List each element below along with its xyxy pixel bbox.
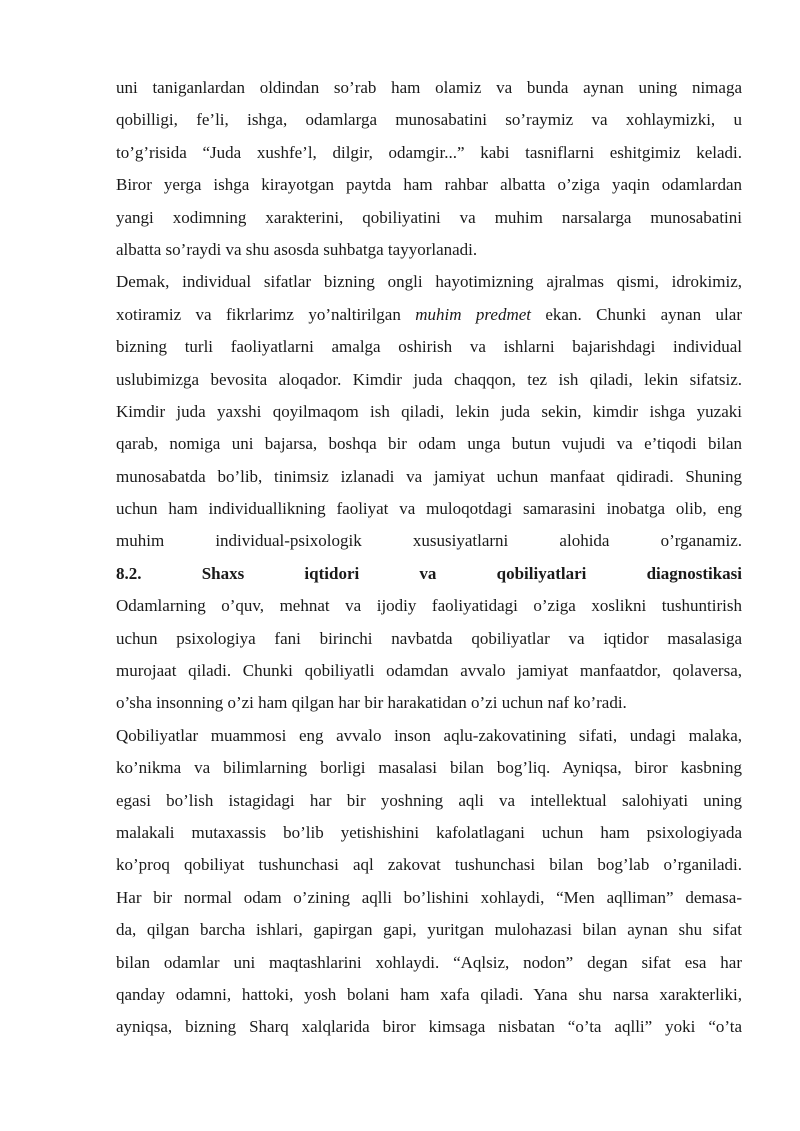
text-line: to’g’risida “Juda xushfe’l, dilgir, odamgir...” kabi tasniflarni eshitgimiz keladi.: [116, 142, 742, 162]
text-line: ayniqsa, bizning Sharq xalqlarida biror kimsaga nisbatan “o’ta aqlli” yoki “o’ta: [116, 1017, 742, 1037]
text-line: Qobiliyatlar muammosi eng avvalo inson aqlu-zakovatining sifati, undagi malaka,: [116, 725, 742, 745]
text-line: bizning turli faoliyatlarni amalga oshirish va ishlarni bajarishdagi individual: [116, 337, 742, 357]
text-line: Odamlarning o’quv, mehnat va ijodiy faoliyatidagi o’ziga xoslikni tushuntirish: [116, 596, 742, 616]
text-line: ko’nikma va bilimlarning borligi masalasi bilan bog’liq. Ayniqsa, biror kasbning: [116, 758, 742, 778]
text-line: Kimdir juda yaxshi qoyilmaqom ish qiladi, lekin juda sekin, kimdir ishga yuzaki: [116, 401, 742, 421]
text-line: uni taniganlardan oldindan so’rab ham olamiz va bunda aynan uning nimaga: [116, 78, 742, 97]
section-heading: 8.2. Shaxs iqtidori va qobiliyatlari diagnostikasi: [116, 563, 742, 583]
document-page: [116, 72, 742, 1044]
text-line: muhim individual-psixologik xususiyatlarni alohida o’rganamiz.: [116, 531, 742, 551]
text-line: Biror yerga ishga kirayotgan paytda ham rahbar albatta o’ziga yaqin odamlardan: [116, 175, 742, 195]
text-line: egasi bo’lish istagidagi har bir yoshning aqli va intellektual salohiyati uning: [116, 790, 742, 810]
text-line: bilan odamlar uni maqtashlarini xohlaydi. “Aqlsiz, nodon” degan sifat esa har: [116, 952, 742, 972]
text-line: uchun psixologiya fani birinchi navbatda qobiliyatlar va iqtidor masalasiga: [116, 628, 742, 648]
paragraph-end-line: albatta so’raydi va shu asosda suhbatga tayyorlanadi.: [116, 239, 478, 259]
text-line: murojaat qiladi. Chunki qobiliyatli odamdan avvalo jamiyat manfaatdor, qolaversa,: [116, 661, 742, 681]
text-line: munosabatda bo’lib, tinimsiz izlanadi va jamiyat uchun manfaat qidiradi. Shuning: [116, 466, 742, 486]
text-line: ko’proq qobiliyat tushunchasi aql zakovat tushunchasi bilan bog’lab o’rganiladi.: [116, 855, 742, 875]
text-line: uchun ham individuallikning faoliyat va muloqotdagi samarasini inobatga olib, eng: [116, 499, 742, 519]
text-line: da, qilgan barcha ishlari, gapirgan gapi, yuritgan mulohazasi bilan aynan shu sifat: [116, 920, 742, 940]
paragraph-end-line: o’sha insonning o’zi ham qilgan har bir harakatidan o’zi uchun naf ko’radi.: [116, 693, 627, 713]
text-line: Demak, individual sifatlar bizning ongli hayotimizning ajralmas qismi, idrokimiz,: [116, 272, 742, 292]
text-line: yangi xodimning xarakterini, qobiliyatini va muhim narsalarga munosabatini: [116, 207, 742, 227]
text-line: qobilligi, fe’li, ishga, odamlarga munosabatini so’raymiz va xohlaymizki, u: [116, 110, 742, 130]
text-line-with-emphasis: [116, 299, 742, 331]
line-text: xotiramiz va fikrlarimz yo’naltirilgan: [116, 304, 416, 324]
text-line: uslubimizga bevosita aloqador. Kimdir juda chaqqon, tez ish qiladi, lekin sifatsiz.: [116, 369, 742, 389]
text-line: qarab, nomiga uni bajarsa, boshqa bir odam unga butun vujudi va e’tiqodi bilan: [116, 434, 742, 454]
text-line: qanday odamni, hattoki, yosh bolani ham xafa qiladi. Yana shu narsa xarakterliki,: [116, 984, 742, 1004]
emphasis-text: muhim predmet: [415, 304, 531, 324]
text-line: Har bir normal odam o’zining aqlli bo’lishini xohlaydi, “Men aqlliman” demasa-: [116, 887, 742, 907]
text-line: malakali mutaxassis bo’lib yetishishini kafolatlagani uchun ham psixologiyada: [116, 822, 742, 842]
line-text: ekan. Chunki aynan ular: [531, 304, 742, 324]
